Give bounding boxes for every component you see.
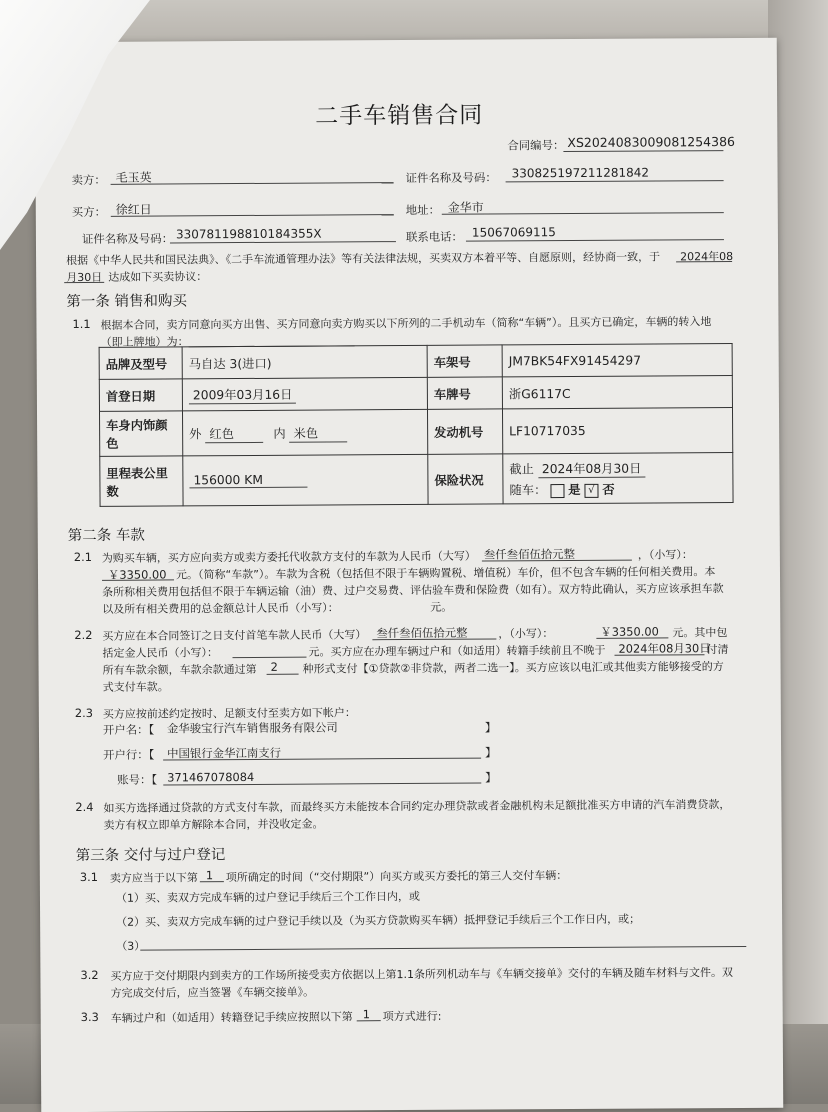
- clause-2-1-line-4b: 元。: [430, 599, 452, 615]
- seller-name-underline: [111, 182, 394, 185]
- clause-2-2-line-3a: 所有车款余额，车款余款通过第: [103, 661, 257, 678]
- clause-2-2-type-underline: [267, 674, 299, 675]
- reg-date-cell: [182, 377, 427, 410]
- contract-no-label: 合同编号：: [507, 137, 564, 153]
- clause-2-2-line-2c: 付清: [706, 641, 728, 657]
- intro-date-year: 2024年08: [680, 248, 733, 264]
- seller-name: 毛玉英: [116, 169, 152, 186]
- no-checkbox[interactable]: √: [584, 483, 598, 497]
- interior-prefix: 内: [273, 426, 285, 440]
- yes-checkbox[interactable]: [550, 484, 564, 498]
- clause-2-1-line-1b: ，（小写）：: [638, 546, 693, 562]
- clause-2-2-number: 2.2: [74, 628, 92, 642]
- intro-date-day: 月30日: [66, 269, 102, 285]
- clause-3-1-option-1: （1）买、卖双方完成车辆的过户登记手续后三个工作日内，或: [116, 888, 420, 906]
- clause-3-3-option-number: 1: [363, 1007, 370, 1021]
- vin-label: 车架号: [427, 345, 502, 377]
- insurance-cell: [503, 453, 733, 504]
- color-cell: [182, 409, 427, 455]
- seller-id-value: 330825197211281842: [512, 166, 650, 181]
- clause-1-1-line-2: （即上牌地）为：: [101, 333, 189, 350]
- clause-2-4-line-2: 卖方有权立即单方解除本合同，并没收定金。: [103, 816, 323, 833]
- buyer-id-value: 330781198810184355X: [176, 227, 322, 242]
- buyer-address-underline: [442, 212, 724, 215]
- account-no-label: 账号：【: [117, 772, 157, 788]
- clause-3-3-line-1a: 车辆过户和（如适用）转籍登记手续应按照以下第: [111, 1008, 353, 1025]
- vehicle-info-table: [99, 343, 734, 507]
- color-label: 车身内饰颜色: [99, 411, 182, 457]
- article-2-heading: 第二条 车款: [68, 524, 145, 545]
- contract-no-value: XS2024083009081254386: [567, 134, 735, 150]
- plate-label: 车牌号: [427, 377, 502, 409]
- buyer-name-underline: [111, 214, 394, 217]
- clause-2-2-line-2a: 括定金人民币（小写）：: [102, 644, 218, 661]
- clause-3-2-number: 3.2: [80, 968, 98, 982]
- with-car-label: 随车：: [509, 483, 546, 497]
- clause-3-2-line-2: 方完成交付后，应当签署《车辆交接单》。: [110, 984, 314, 1001]
- clause-3-3-number: 3.3: [81, 1010, 99, 1024]
- clause-2-4-line-1: 如买方选择通过贷款的方式支付车款，而最终买方未能按本合同约定办理贷款或者金融机构未足额批准买方申请的汽车消费贷款，: [103, 796, 730, 816]
- clause-2-2-line-1c: 元。其中包: [672, 624, 727, 640]
- buyer-name: 徐红日: [116, 201, 152, 218]
- seller-label: 卖方：: [72, 172, 106, 188]
- clause-2-1-number: 2.1: [74, 550, 92, 564]
- clause-3-2-line-1: 买方应于交付期限内到卖方的工作场所接受卖方依据以上第1.1条所列机动车与《车辆交接单》交付的车辆及随车材料与文件。双: [110, 964, 733, 984]
- buyer-label: 买方：: [72, 204, 106, 220]
- clause-3-1-option-underline: [200, 881, 224, 882]
- intro-line-2: 达成如下买卖协议：: [108, 268, 207, 285]
- clause-2-2-payment-type: 2: [271, 660, 278, 674]
- clause-2-3-number: 2.3: [75, 706, 93, 720]
- clause-2-1-line-1a: 为购买车辆，买方应向卖方或卖方委托代收款方支付的车款为人民币（大写）: [102, 548, 476, 566]
- buyer-phone-value: 15067069115: [472, 225, 556, 240]
- bank-bracket: 】: [485, 744, 497, 760]
- bank-label: 开户行：【: [103, 747, 154, 763]
- clause-2-2-line-3b: 种形式支付【①贷款②非贷款，两者二选一】。买方应该以电汇或其他卖方能够接受的方: [303, 658, 724, 677]
- no-label: 否: [602, 483, 614, 497]
- reg-date-value: 2009年03月16日: [189, 385, 297, 405]
- clause-2-2-line-1b: ，（小写）：: [498, 625, 553, 641]
- clause-2-4-number: 2.4: [75, 800, 93, 814]
- bank-value: 中国银行金华江南支行: [167, 745, 281, 762]
- exterior-prefix: 外: [189, 427, 201, 441]
- clause-2-1-line-4a: 以及所有相关费用的总金额总计人民币（小写）：: [102, 599, 339, 616]
- buyer-phone-label: 联系电话：: [406, 229, 463, 245]
- clause-3-1-option-3: （3）: [116, 938, 145, 954]
- vin-value: JM7BK54FX91454297: [502, 344, 732, 377]
- clause-3-3-option-underline: [357, 1020, 381, 1021]
- clause-3-1-option-2: （2）买、卖双方完成车辆的过户登记手续以及（为买方贷款购买车辆）抵押登记手续后三个工作日内，或；: [116, 911, 640, 930]
- contract-sheet: [35, 38, 784, 1112]
- clause-2-2-line-1a: 买方应在本合同签订之日支付首笔车款人民币（大写）: [102, 626, 366, 644]
- seller-id-label: 证件名称及号码：: [406, 169, 497, 186]
- intro-line-1: 根据《中华人民共和国民法典》、《二手车流通管理办法》等有关法律法规，买卖双方本着平等、自愿原则，经协商一致，于: [66, 248, 660, 268]
- contract-title: 二手车销售合同: [315, 97, 483, 131]
- seller-id-underline: [506, 180, 724, 182]
- engine-label: 发动机号: [427, 409, 502, 454]
- mileage-value: 156000 KM: [189, 473, 307, 489]
- clause-2-3-line-1: 买方应按前述约定按时、足额支付至卖方如下帐户：: [103, 704, 356, 722]
- mileage-cell: [183, 454, 428, 505]
- clause-2-1-line-3: 条所称相关费用包括但不限于车辆运输（油）费、过户交易费、评估验车费和保险费（如有）。双方特此确认，买方应该承担车款: [102, 580, 724, 600]
- clause-2-2-line-2b: 元。买方应在办理车辆过户和（如适用）转籍手续前且不晚于: [308, 642, 605, 660]
- brand-value: 马自达 3(进口): [182, 345, 427, 378]
- clause-2-2-line-4: 式支付车款。: [103, 678, 169, 694]
- clause-2-1-amount-small: ￥3350.00: [108, 566, 167, 582]
- clause-3-1-option-number: 1: [206, 868, 213, 882]
- clause-3-1-line-1a: 卖方应当于以下第: [110, 869, 198, 886]
- engine-value: LF10717035: [502, 408, 732, 454]
- plate-value: 浙G6117C: [502, 376, 732, 409]
- brand-label: 品牌及型号: [99, 347, 182, 380]
- clause-1-1-number: 1.1: [72, 317, 90, 331]
- insurance-date: 2024年08月30日: [538, 459, 646, 479]
- yes-label: 是: [568, 483, 580, 497]
- buyer-id-label: 证件名称及号码：: [82, 230, 173, 247]
- article-3-heading: 第三条 交付与过户登记: [76, 843, 226, 865]
- clause-1-1-line-1: 根据本合同，卖方同意向买方出售、买方同意向卖方购买以下所列的二手机动车（简称“车辆”）。且买方已确定，车辆的转入地: [100, 313, 711, 333]
- interior-color: 米色: [289, 423, 347, 442]
- clause-3-3-line-1b: 项方式进行:: [383, 1008, 442, 1024]
- clause-3-1-number: 3.1: [80, 870, 98, 884]
- clause-2-1-amount-words: 叁仟叁佰伍拾元整: [484, 546, 575, 563]
- clause-2-1-line-2: 元。（简称“车款”）。车款为含税（包括但不限于车辆购置税、增值税）车价，但不包含车辆的任何相关费用。本: [176, 563, 715, 582]
- clause-2-2-amount-small: ￥3350.00: [600, 623, 659, 639]
- contract-no-underline: [563, 150, 723, 152]
- buyer-id-underline: [170, 241, 396, 243]
- clause-2-2-amount-words: 叁仟叁佰伍拾元整: [376, 625, 467, 642]
- clause-2-2-deposit-underline: [232, 657, 306, 658]
- article-1-heading: 第一条 销售和购买: [66, 289, 187, 311]
- exterior-color: 红色: [205, 423, 263, 442]
- account-name-label: 开户名：【: [103, 722, 154, 738]
- buyer-address-value: 金华市: [448, 199, 484, 216]
- reg-date-label: 首登日期: [99, 379, 182, 412]
- clause-3-1-line-1b: 项所确定的时间（“交付期限”）向买方或买方委托的第三人交付车辆：: [226, 867, 567, 885]
- buyer-address-label: 地址：: [406, 202, 440, 218]
- insurance-label: 保险状况: [428, 454, 503, 504]
- clause-3-1-option-3-underline: [140, 946, 746, 951]
- clause-2-2-deadline: 2024年08月30日: [618, 640, 710, 657]
- account-no-bracket: 】: [485, 769, 497, 785]
- account-no-value: 371467078084: [167, 770, 254, 785]
- buyer-phone-underline: [466, 239, 724, 242]
- mileage-label: 里程表公里数: [100, 456, 183, 507]
- insurance-prefix: 截止: [509, 462, 534, 476]
- account-name-bracket: 】: [485, 719, 497, 735]
- account-name-value: 金华骏宝行汽车销售服务有限公司: [167, 719, 338, 736]
